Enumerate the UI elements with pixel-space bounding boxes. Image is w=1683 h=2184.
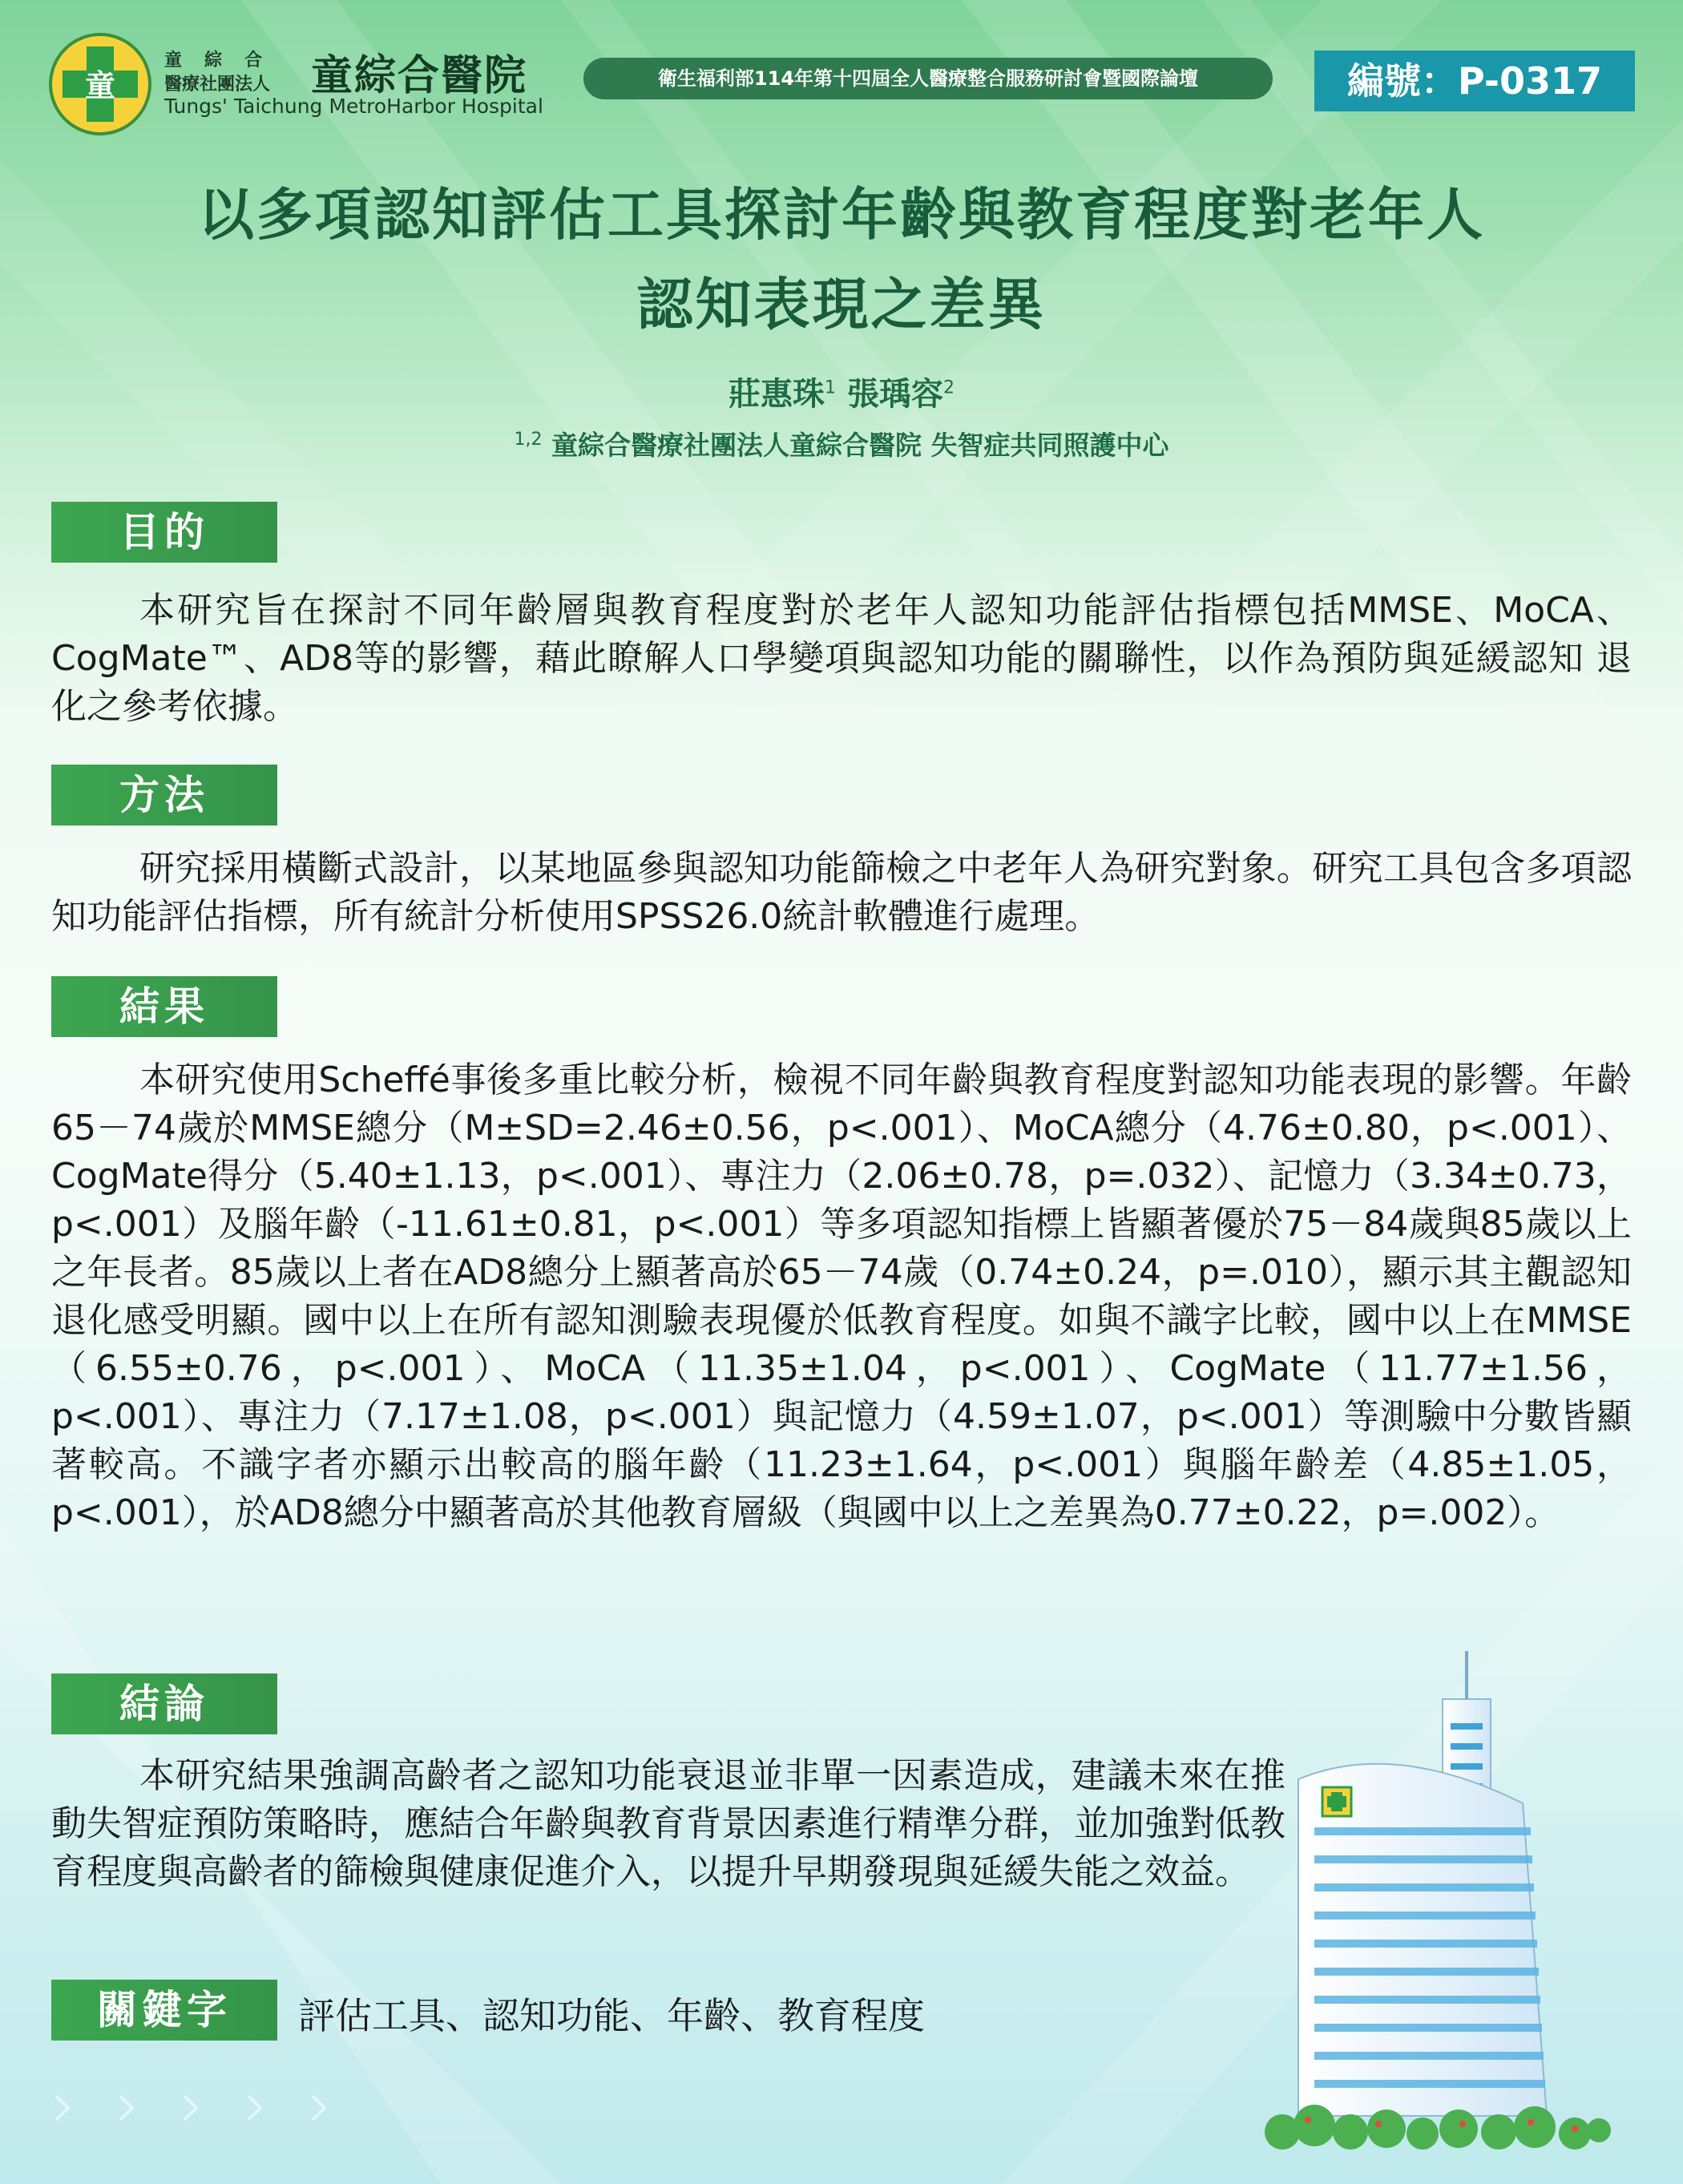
poster-code: 編號：P-0317 (1314, 50, 1635, 111)
section-heading-method: 方法 (51, 765, 277, 826)
logo-char: 童 (84, 68, 116, 103)
section-body-method (51, 845, 1632, 941)
purpose-text: 本研究旨在探討不同年齡層與教育程度對於老年人認知功能評估指標包括MMSE、MoCA、CogMate™、AD8等的影響，藉此瞭解人口學變項與認知功能的關聯性，以作為預防與延緩認知 退化之參考依據。 (51, 590, 1632, 727)
section-body-purpose (51, 587, 1632, 731)
hospital-english-name: Tungs' Taichung MetroHarbor Hospital (164, 95, 543, 118)
author-1-sup: 1 (825, 377, 837, 398)
section-heading-purpose: 目的 (51, 502, 277, 563)
hospital-building-illustration (1258, 1651, 1611, 2156)
section-body-results (51, 1056, 1632, 1537)
hospital-name-small-1: 童綜合 (164, 50, 285, 71)
method-text: 研究採用橫斷式設計，以某地區參與認知功能篩檢之中老年人為研究對象。研究工具包含多項認知功能評估指標，所有統計分析使用SPSS26.0統計軟體進行處理。 (51, 848, 1632, 937)
title-line-2: 認知表現之差異 (636, 272, 1047, 337)
hospital-name: 童綜合醫院 (311, 52, 528, 100)
title-line-1: 以多項認知評估工具探討年齡與教育程度對老年人 (198, 182, 1485, 248)
keywords-text: 評估工具、認知功能、年齡、教育程度 (298, 1994, 925, 2037)
section-heading-results: 結果 (51, 976, 277, 1037)
author-2: 張瑀容 (846, 376, 943, 413)
authors (0, 369, 1683, 414)
affiliation (0, 425, 1683, 462)
poster-title (48, 170, 1635, 349)
conference-badge: 衛生福利部114年第十四屆全人醫療整合服務研討會暨國際論壇 (583, 58, 1273, 99)
section-body-conclusion (51, 1752, 1285, 1896)
conclusion-text: 本研究結果強調高齡者之認知功能衰退並非單一因素造成，建議未來在推動失智症預防策略時，應結合年齡與教育背景因素進行精準分群，並加強對低教育程度與高齡者的篩檢與健康促進介入，以提升早期發現與延緩失能之效益。 (51, 1755, 1285, 1892)
section-heading-conclusion: 結論 (51, 1673, 277, 1734)
section-heading-keywords: 關鍵字 (51, 1980, 277, 2041)
poster-header (0, 0, 1683, 136)
hospital-logo-icon (48, 32, 152, 136)
author-2-sup: 2 (942, 377, 955, 398)
affiliation-text: 童綜合醫療社團法人童綜合醫院 失智症共同照護中心 (551, 430, 1169, 461)
affiliation-sup: 1,2 (514, 430, 543, 450)
results-text: 本研究使用Scheffé事後多重比較分析，檢視不同年齡與教育程度對認知功能表現的影響。年齡65－74歲於MMSE總分（M±SD=2.46±0.56，p<.001）、MoCA總分（4.76±0.80，p<.001）、CogMate得分（5.40±1.13，p<.001）、專注力（2.06±0.78，p=.032）、記憶力（3.34±0.73，p<.001）及腦年齡（-11.61±0.81，p<.001）等多項認知指標上皆顯著優於75－84歲與85歲以上之年長者。85歲以上者在AD8總分上顯著高於65－74歲（0.74±0.24，p=.010），顯示其主觀認知退化感受明顯。國中以上在所有認知測驗表現優於低教育程度。如與不識字比較，國中以上在MMSE（6.55±0.76，p<.001）、MoCA（11.35±1.04，p<.001）、CogMate（11.77±1.56，p<.001）、專注力（7.17±1.08，p<.001）與記憶力（4.59±1.07，p<.001）等測驗中分數皆顯著較高。不識字者亦顯示出較高的腦年齡（11.23±1.64，p<.001）與腦年齡差（4.85±1.05，p<.001），於AD8總分中顯著高於其他教育層級（與國中以上之差異為0.77±0.22，p=.002）。 (51, 1060, 1632, 1533)
hospital-name-small-2: 醫療社團法人 (164, 75, 271, 95)
author-1: 莊惠珠 (728, 376, 825, 413)
